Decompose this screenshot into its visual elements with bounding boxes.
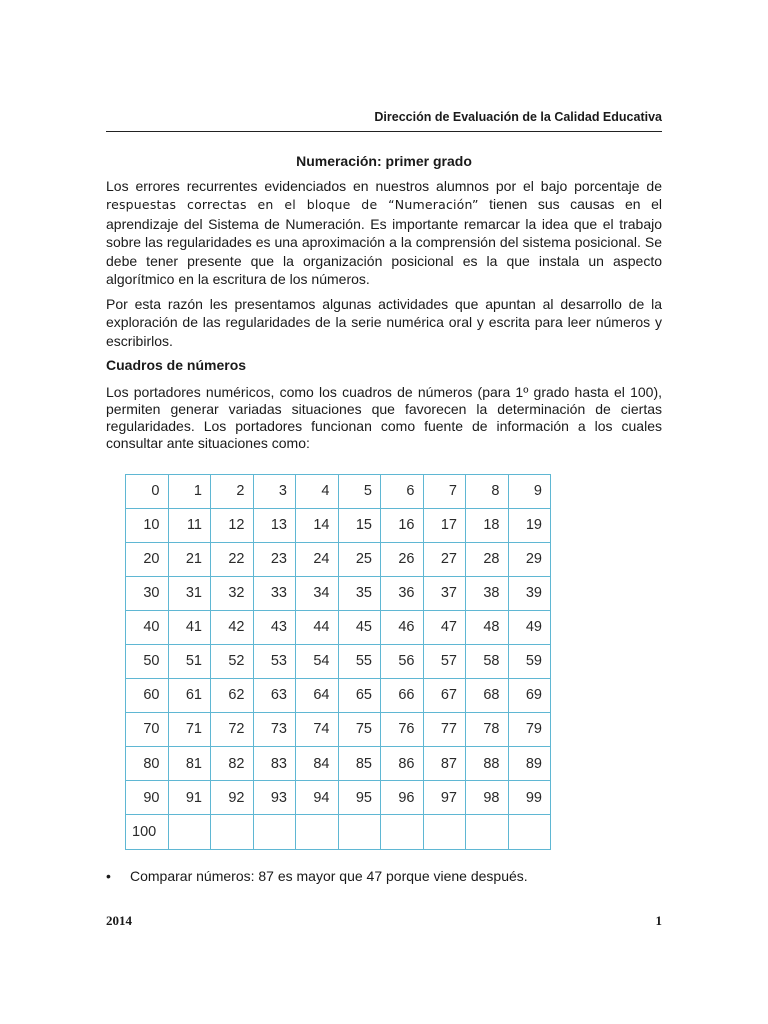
- grid-cell: 9: [508, 474, 551, 508]
- grid-cell: 23: [253, 542, 296, 576]
- grid-cell: 85: [338, 747, 381, 781]
- grid-cell: 54: [296, 644, 339, 678]
- grid-cell: 59: [508, 644, 551, 678]
- grid-cell: 15: [338, 508, 381, 542]
- grid-cell: 52: [211, 644, 254, 678]
- grid-cell: 4: [296, 474, 339, 508]
- grid-cell: 25: [338, 542, 381, 576]
- grid-cell: 88: [466, 747, 509, 781]
- grid-cell: 5: [338, 474, 381, 508]
- grid-cell: 27: [423, 542, 466, 576]
- section-title: Cuadros de números: [106, 357, 247, 373]
- grid-cell: 94: [296, 781, 339, 815]
- grid-row: [126, 644, 551, 678]
- grid-row: [126, 542, 551, 576]
- grid-cell: [508, 815, 551, 849]
- grid-cell: 13: [253, 508, 296, 542]
- grid-cell: 30: [126, 576, 169, 610]
- paragraph-portadores: Los portadores numéricos, como los cuadros de números (para 1º grado hasta el 100), permiten generar variadas situaciones que favorecen la determinación de ciertas regularidades. Los portadores funcionan como fuente de información a los cuales consultar ante situaciones como:: [106, 383, 662, 451]
- grid-cell: 31: [168, 576, 211, 610]
- grid-cell: 58: [466, 644, 509, 678]
- grid-row: [126, 576, 551, 610]
- grid-cell: 2: [211, 474, 254, 508]
- grid-cell: 87: [423, 747, 466, 781]
- grid-cell: 28: [466, 542, 509, 576]
- grid-cell: 96: [381, 781, 424, 815]
- grid-cell: 57: [423, 644, 466, 678]
- grid-cell: 68: [466, 679, 509, 713]
- grid-cell: 36: [381, 576, 424, 610]
- grid-cell: 92: [211, 781, 254, 815]
- grid-cell: 80: [126, 747, 169, 781]
- grid-cell: 71: [168, 713, 211, 747]
- document-body: [106, 152, 662, 885]
- grid-cell: 64: [296, 679, 339, 713]
- document-header: Dirección de Evaluación de la Calidad Educativa: [374, 110, 662, 124]
- header-divider: [106, 131, 662, 132]
- paragraph-intro-end: tienen sus causas en el aprendizaje del Sistema de Numeración. Es importante remarcar la idea que el trabajo sobre las regularidades es una aproximación a la comprensión del sistema posicional. Se debe tener presente que la organización posicional es la que instala un aspecto algorítmico en la escritura de los números.: [106, 196, 662, 287]
- grid-cell: 7: [423, 474, 466, 508]
- grid-cell: 73: [253, 713, 296, 747]
- grid-cell: 35: [338, 576, 381, 610]
- grid-row: [126, 679, 551, 713]
- grid-cell: 91: [168, 781, 211, 815]
- grid-cell: 16: [381, 508, 424, 542]
- page-number: 1: [655, 913, 662, 928]
- grid-cell: 11: [168, 508, 211, 542]
- grid-cell: 47: [423, 610, 466, 644]
- grid-cell: 100: [126, 815, 169, 849]
- bullet-text: Comparar números: 87 es mayor que 47 porque viene después.: [130, 867, 528, 884]
- grid-cell: 39: [508, 576, 551, 610]
- grid-cell: 51: [168, 644, 211, 678]
- grid-row: [126, 781, 551, 815]
- footer-year: 2014: [106, 913, 132, 928]
- grid-cell: 14: [296, 508, 339, 542]
- paragraph-intro-start: Los errores recurrentes evidenciados en nuestros alumnos por el bajo porcentaje de: [106, 177, 662, 194]
- grid-cell: 74: [296, 713, 339, 747]
- grid-cell: 89: [508, 747, 551, 781]
- number-grid-container: [106, 474, 662, 850]
- grid-cell: 21: [168, 542, 211, 576]
- bullet-icon: •: [106, 867, 111, 884]
- grid-cell: [253, 815, 296, 849]
- grid-cell: 22: [211, 542, 254, 576]
- grid-cell: 38: [466, 576, 509, 610]
- grid-cell: [338, 815, 381, 849]
- grid-cell: 17: [423, 508, 466, 542]
- grid-cell: 19: [508, 508, 551, 542]
- grid-row: [126, 815, 551, 849]
- grid-cell: 46: [381, 610, 424, 644]
- grid-cell: 76: [381, 713, 424, 747]
- paragraph-intro-quote: respuestas correctas en el bloque de “Numeración”: [106, 197, 479, 212]
- grid-cell: 72: [211, 713, 254, 747]
- grid-cell: [423, 815, 466, 849]
- grid-cell: 61: [168, 679, 211, 713]
- grid-cell: 53: [253, 644, 296, 678]
- grid-cell: 75: [338, 713, 381, 747]
- grid-cell: 1: [168, 474, 211, 508]
- grid-cell: 20: [126, 542, 169, 576]
- grid-cell: 29: [508, 542, 551, 576]
- grid-cell: 60: [126, 679, 169, 713]
- list-item: [106, 867, 662, 886]
- grid-cell: 62: [211, 679, 254, 713]
- grid-cell: 41: [168, 610, 211, 644]
- grid-cell: 82: [211, 747, 254, 781]
- grid-cell: [466, 815, 509, 849]
- grid-cell: 97: [423, 781, 466, 815]
- grid-cell: 93: [253, 781, 296, 815]
- grid-cell: 34: [296, 576, 339, 610]
- grid-cell: 18: [466, 508, 509, 542]
- grid-cell: 45: [338, 610, 381, 644]
- grid-cell: 3: [253, 474, 296, 508]
- grid-cell: 48: [466, 610, 509, 644]
- page-title: Numeración: primer grado: [296, 153, 472, 169]
- grid-cell: 0: [126, 474, 169, 508]
- grid-row: [126, 747, 551, 781]
- grid-cell: [168, 815, 211, 849]
- grid-cell: 84: [296, 747, 339, 781]
- grid-cell: 37: [423, 576, 466, 610]
- grid-cell: [381, 815, 424, 849]
- paragraph-reason: Por esta razón les presentamos algunas actividades que apuntan al desarrollo de la exploración de las regularidades de la serie numérica oral y escrita para leer números y escribirlos.: [106, 295, 662, 349]
- grid-cell: 42: [211, 610, 254, 644]
- grid-cell: 69: [508, 679, 551, 713]
- grid-cell: 43: [253, 610, 296, 644]
- grid-cell: 33: [253, 576, 296, 610]
- grid-cell: 78: [466, 713, 509, 747]
- grid-cell: 70: [126, 713, 169, 747]
- grid-row: [126, 474, 551, 508]
- grid-cell: 83: [253, 747, 296, 781]
- grid-cell: 98: [466, 781, 509, 815]
- grid-cell: 77: [423, 713, 466, 747]
- grid-cell: 24: [296, 542, 339, 576]
- grid-cell: 49: [508, 610, 551, 644]
- grid-cell: 95: [338, 781, 381, 815]
- paragraph-intro: [106, 177, 662, 289]
- grid-cell: 55: [338, 644, 381, 678]
- grid-cell: 44: [296, 610, 339, 644]
- grid-cell: 99: [508, 781, 551, 815]
- grid-cell: [211, 815, 254, 849]
- grid-cell: 12: [211, 508, 254, 542]
- grid-row: [126, 610, 551, 644]
- grid-cell: 10: [126, 508, 169, 542]
- grid-cell: 8: [466, 474, 509, 508]
- grid-cell: 32: [211, 576, 254, 610]
- grid-cell: [296, 815, 339, 849]
- grid-row: [126, 508, 551, 542]
- grid-cell: 56: [381, 644, 424, 678]
- grid-cell: 63: [253, 679, 296, 713]
- grid-cell: 26: [381, 542, 424, 576]
- grid-cell: 40: [126, 610, 169, 644]
- grid-cell: 65: [338, 679, 381, 713]
- grid-cell: 6: [381, 474, 424, 508]
- grid-cell: 81: [168, 747, 211, 781]
- grid-cell: 67: [423, 679, 466, 713]
- grid-cell: 86: [381, 747, 424, 781]
- grid-cell: 90: [126, 781, 169, 815]
- grid-row: [126, 713, 551, 747]
- grid-cell: 66: [381, 679, 424, 713]
- grid-cell: 79: [508, 713, 551, 747]
- number-grid: [125, 474, 551, 850]
- grid-cell: 50: [126, 644, 169, 678]
